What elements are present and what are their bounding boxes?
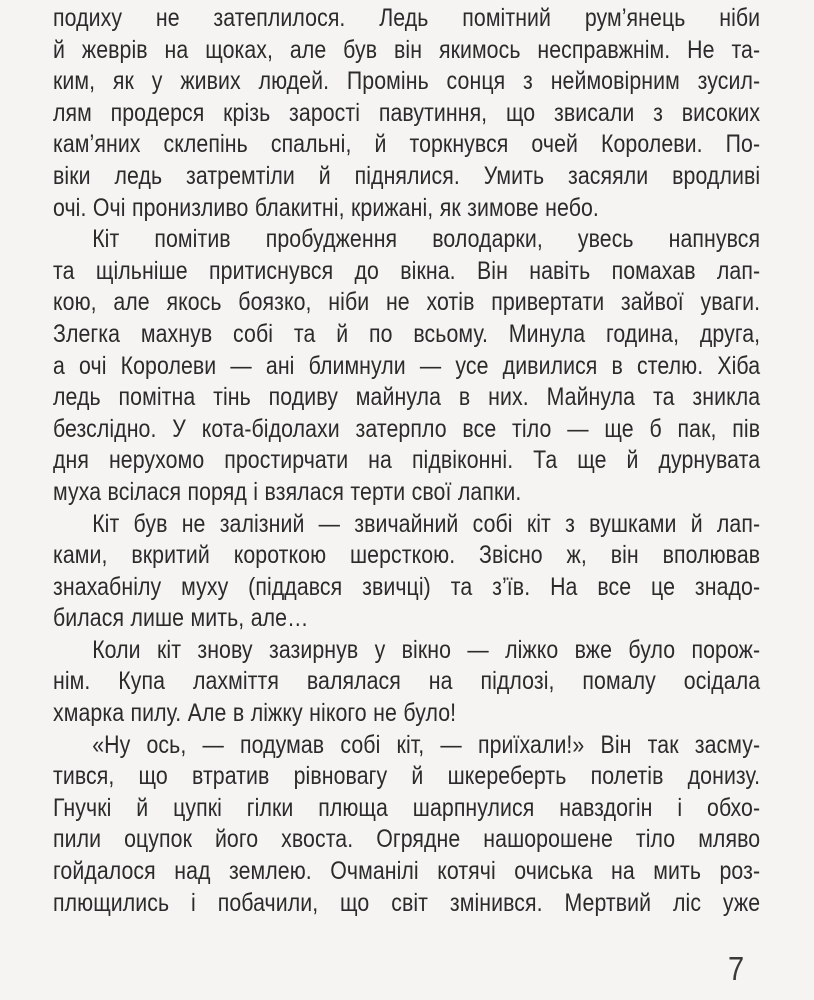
text-line: Коли кіт знову зазирнув у вікно — ліжко вже було порож-	[92, 635, 761, 664]
text-line: безслідно. У кота-бідолахи затерпло все тіло — ще б пак, пів	[53, 414, 761, 443]
text-line: Кіт помітив пробудження володарки, увесь напнувся	[92, 225, 761, 254]
text-line: кою, але якось боязко, ніби не хотів привертати зайвої уваги.	[53, 288, 761, 317]
text-line: плющились і побачили, що світ змінився. Мертвий ліс уже	[53, 888, 761, 917]
text-line: а очі Королеви — ані блимнули — усе дивилися в стелю. Хіба	[53, 351, 761, 380]
text-line: муха всілася поряд і взялася терти свої лапки.	[53, 477, 522, 506]
text-line: пили оцупок його хвоста. Огрядне нашорошене тіло мляво	[53, 825, 761, 854]
text-line: віки ледь затремтіли й піднялися. Умить засяяли вродливі	[53, 161, 761, 190]
text-line: лям продерся крізь зарості павутиння, що звисали з високих	[53, 98, 761, 127]
page-text	[53, 3, 760, 919]
text-line: билася лише мить, але…	[53, 604, 309, 633]
text-line: та щільніше притиснувся до вікна. Він навіть помахав лап-	[53, 256, 761, 285]
text-line: гойдалося над землею. Очманілі котячі очиська на мить роз-	[53, 857, 761, 886]
text-line: Злегка махнув собі та й по всьому. Минула година, друга,	[53, 319, 761, 348]
text-line: Кіт був не залізний — звичайний собі кіт з вушками й лап-	[92, 509, 761, 538]
text-line: кам’яних склепінь спальні, й торкнувся очей Королеви. По-	[53, 130, 761, 159]
text-line: ледь помітна тінь подиву майнула в них. Майнула та зникла	[53, 383, 761, 412]
text-line: й жеврів на щоках, але був він якимось несправжнім. Не та-	[53, 35, 761, 64]
text-line: хмарка пилу. Але в ліжку нікого не було!	[53, 699, 457, 728]
text-line: знахабнілу муху (піддався звичці) та з’їв. На все це знадо-	[53, 572, 761, 601]
text-line: очі. Очі пронизливо блакитні, крижані, як зимове небо.	[53, 193, 599, 222]
text-line: ками, вкритий короткою шерсткою. Звісно ж, він вполював	[53, 541, 761, 570]
text-line: ким, як у живих людей. Промінь сонця з неймовірним зусил-	[53, 67, 761, 96]
text-line: нім. Купа лахміття валялася на підлозі, помалу осідала	[53, 667, 761, 696]
text-line: дня нерухомо простирчати на підвіконні. Та ще й дурнувата	[53, 446, 761, 475]
text-line: «Ну ось, — подумав собі кіт, — приїхали!» Він так засму-	[92, 730, 761, 759]
text-line: Гнучкі й цупкі гілки плюща шарпнулися навздогін і обхо-	[53, 793, 761, 822]
page-number: 7	[728, 950, 745, 987]
text-line: тився, що втратив рівновагу й шкереберть полетів донизу.	[53, 762, 761, 791]
text-line: подиху не затеплилося. Ледь помітний рум’янець ніби	[53, 4, 761, 32]
